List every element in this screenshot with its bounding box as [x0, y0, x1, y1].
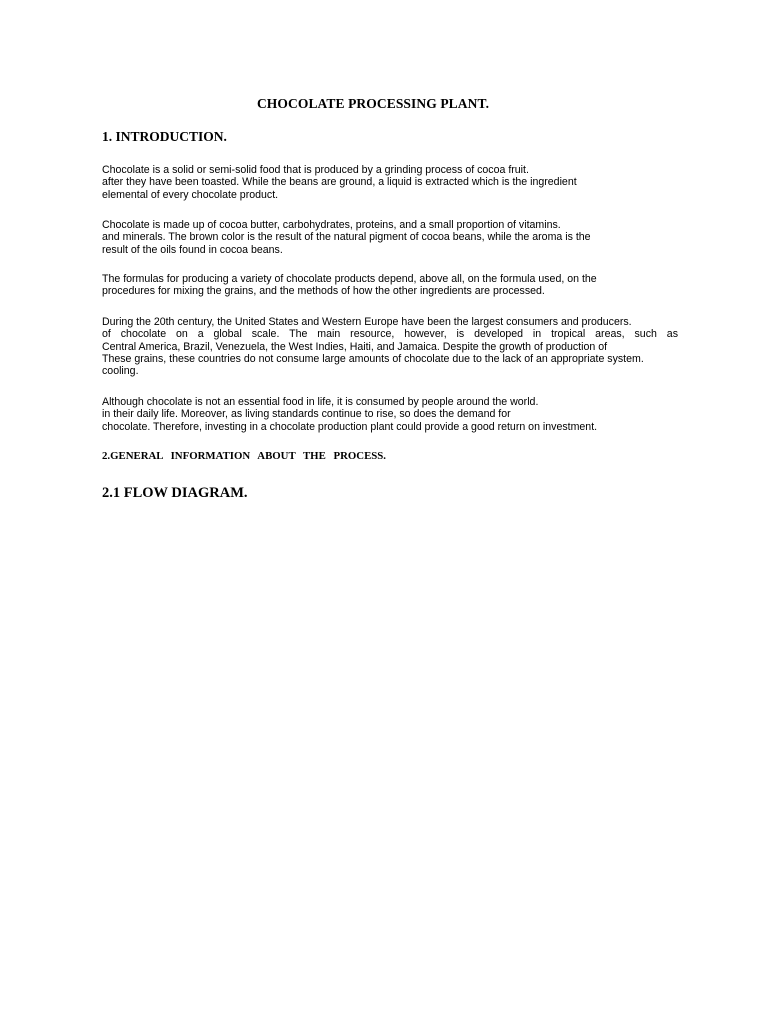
- paragraph-line: after they have been toasted. While the beans are ground, a liquid is extracted which is the ingredient: [102, 176, 577, 189]
- paragraph-1: [102, 164, 700, 201]
- paragraph-line: cooling.: [102, 365, 139, 378]
- paragraph-line: Chocolate is made up of cocoa butter, carbohydrates, proteins, and a small proportion of vitamins.: [102, 219, 561, 231]
- paragraph-3: [102, 273, 700, 298]
- paragraph-line: procedures for mixing the grains, and the methods of how the other ingredients are processed.: [102, 285, 545, 298]
- section-heading-general-information: 2.GENERAL INFORMATION ABOUT THE PROCESS.: [102, 450, 386, 462]
- paragraph-5: [102, 396, 700, 433]
- paragraph-line: and minerals. The brown color is the result of the natural pigment of cocoa beans, while the aroma is the: [102, 231, 591, 244]
- paragraph-line: These grains, these countries do not consume large amounts of chocolate due to the lack of an appropriate system.: [102, 352, 644, 365]
- document-title: CHOCOLATE PROCESSING PLANT.: [256, 96, 490, 111]
- paragraph-line: The formulas for producing a variety of chocolate products depend, above all, on the formula used, on the: [102, 273, 597, 285]
- section-heading-introduction: 1. INTRODUCTION.: [102, 129, 227, 144]
- paragraph-line: Central America, Brazil, Venezuela, the West Indies, Haiti, and Jamaica. Despite the growth of production of: [102, 340, 608, 353]
- paragraph-line: Chocolate is a solid or semi-solid food that is produced by a grinding process of cocoa fruit.: [102, 164, 529, 176]
- paragraph-line: Although chocolate is not an essential food in life, it is consumed by people around the world.: [102, 396, 539, 408]
- paragraph-4: [102, 316, 700, 377]
- paragraph-2: [102, 219, 700, 256]
- paragraph-line: chocolate. Therefore, investing in a chocolate production plant could provide a good return on investment.: [102, 420, 598, 433]
- paragraph-line: of chocolate on a global scale. The main resource, however, is developed in tropical areas, such as: [102, 328, 678, 341]
- paragraph-line: elemental of every chocolate product.: [102, 188, 279, 201]
- paragraph-line: in their daily life. Moreover, as living standards continue to rise, so does the demand for: [102, 408, 511, 421]
- paragraph-line: During the 20th century, the United States and Western Europe have been the largest consumers and producers.: [102, 316, 632, 328]
- section-heading-flow-diagram: 2.1 FLOW DIAGRAM.: [102, 485, 248, 501]
- paragraph-line: result of the oils found in cocoa beans.: [102, 243, 283, 256]
